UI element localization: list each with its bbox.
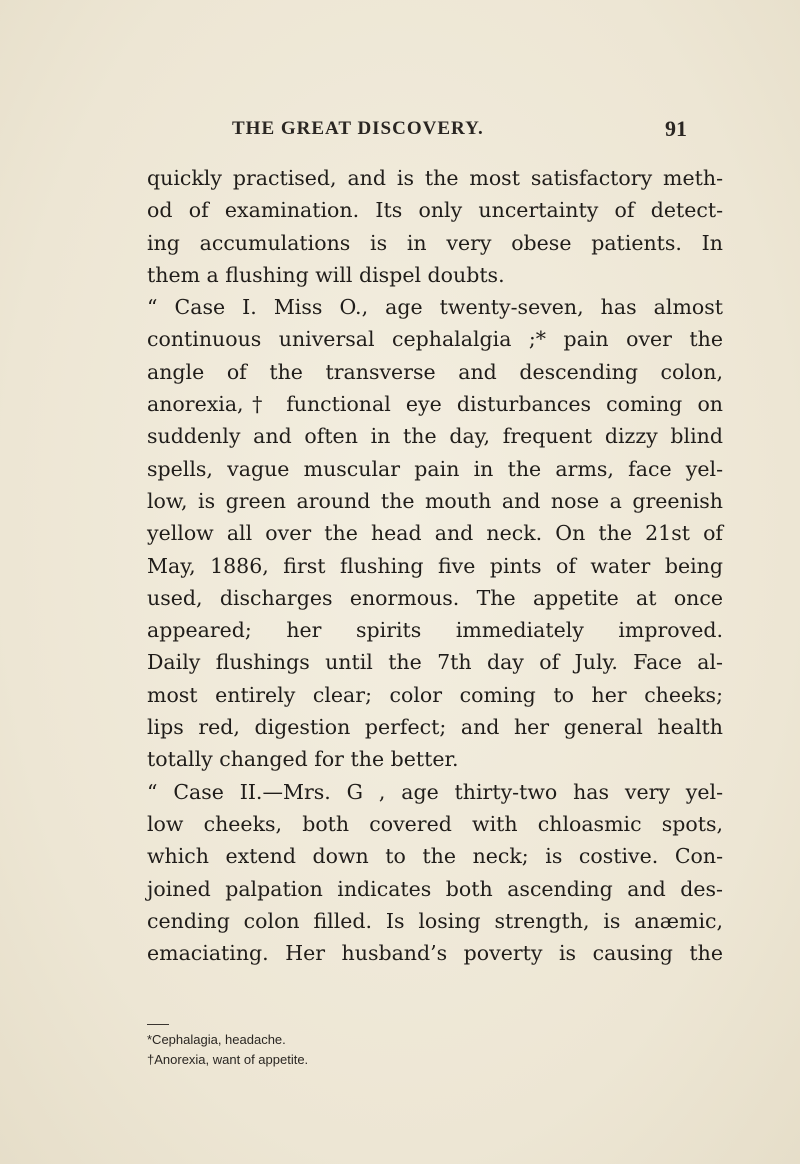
- page-number: 91: [665, 116, 687, 141]
- text-line: “ Case II.—Mrs. G , age thirty-two has very yel-: [147, 779, 723, 804]
- text-line: May, 1886, first flushing five pints of water being: [147, 553, 723, 578]
- running-title: THE GREAT DISCOVERY.: [232, 118, 484, 139]
- text-line: low, is green around the mouth and nose a greenish: [147, 488, 723, 513]
- footnote-cephalagia: *Cephalagia, headache.: [147, 1032, 286, 1047]
- text-line: joined palpation indicates both ascending and des-: [147, 876, 723, 901]
- text-line: “ Case I. Miss O., age twenty-seven, has almost: [147, 295, 723, 320]
- text-line: most entirely clear; color coming to her cheeks;: [147, 682, 723, 707]
- text-line: ing accumulations is in very obese patients. In: [147, 230, 723, 255]
- text-line: spells, vague muscular pain in the arms, face yel-: [147, 456, 723, 481]
- text-line: cending colon filled. Is losing strength, is anæmic,: [147, 908, 723, 933]
- footnote-divider: [147, 1024, 169, 1025]
- text-line: angle of the transverse and descending colon,: [147, 359, 723, 384]
- text-line: continuous universal cephalalgia ;* pain over the: [147, 327, 723, 352]
- text-line: yellow all over the head and neck. On the 21st of: [147, 521, 723, 546]
- text-line: quickly practised, and is the most satisfactory meth-: [147, 166, 723, 190]
- text-line: low cheeks, both covered with chloasmic spots,: [147, 811, 723, 836]
- text-line: Daily flushings until the 7th day of July. Face al-: [147, 650, 723, 675]
- text-line: which extend down to the neck; is costive. Con-: [147, 844, 723, 869]
- text-line: used, discharges enormous. The appetite at once: [147, 585, 723, 610]
- text-line: totally changed for the better.: [147, 747, 459, 772]
- text-line: them a flushing will dispel doubts.: [147, 262, 505, 287]
- body-text: [147, 162, 723, 969]
- text-line: appeared; her spirits immediately improved.: [147, 618, 723, 643]
- text-line: emaciating. Her husband’s poverty is causing the: [147, 941, 723, 966]
- text-line: od of examination. Its only uncertainty of detect-: [147, 198, 723, 223]
- text-line: anorexia,† functional eye disturbances coming on: [147, 392, 723, 417]
- text-line: suddenly and often in the day, frequent dizzy blind: [147, 424, 723, 449]
- footnote-anorexia: †Anorexia, want of appetite.: [147, 1052, 309, 1067]
- text-line: lips red, digestion perfect; and her general health: [147, 715, 723, 740]
- footnotes: [147, 1030, 308, 1070]
